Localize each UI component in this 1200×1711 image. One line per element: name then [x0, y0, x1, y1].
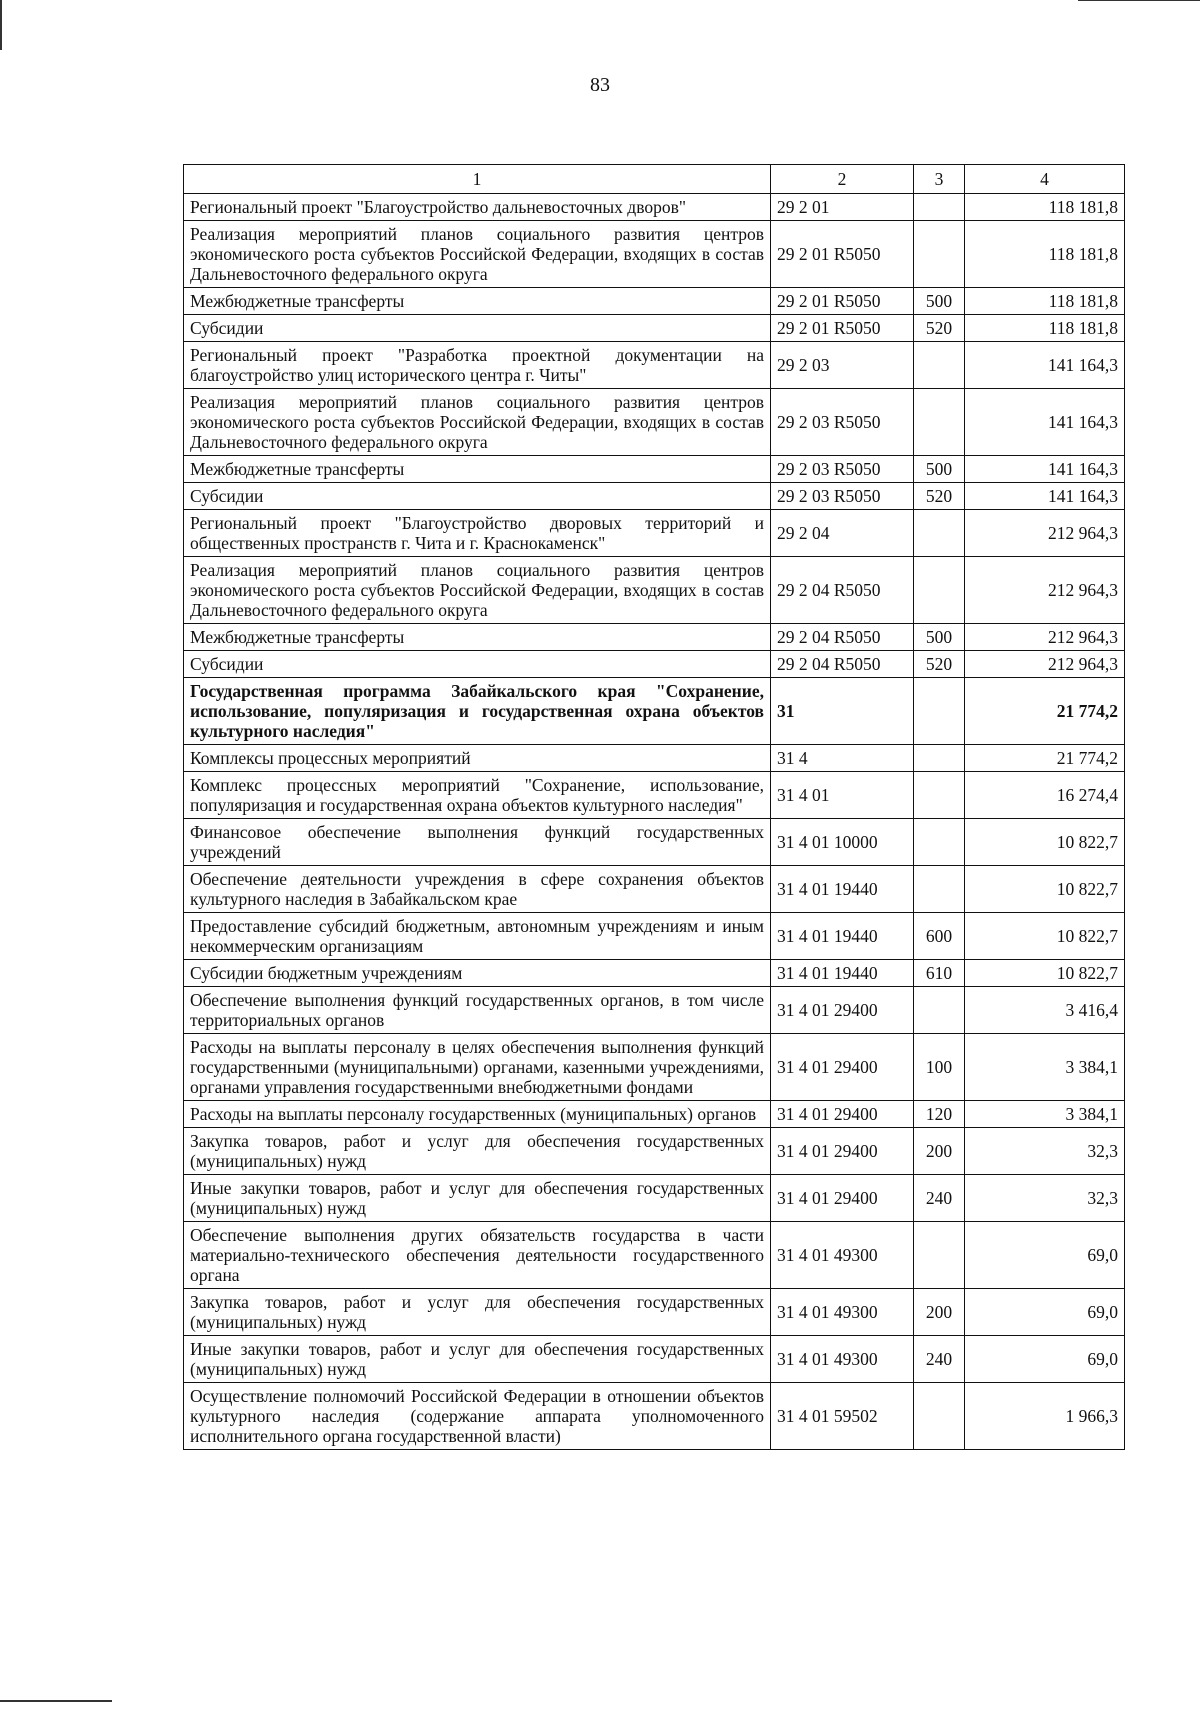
row-expense-type: 100 [914, 1034, 965, 1101]
row-code: 31 4 01 59502 [771, 1383, 914, 1450]
row-name: Расходы на выплаты персоналу в целях обеспечения выполнения функций государственными (муниципальными) органами, казенными учреждениями, органами управления государственными внебюджетными фондами [184, 1034, 771, 1101]
row-expense-type: 120 [914, 1101, 965, 1128]
table-row [184, 194, 1125, 221]
row-amount: 212 964,3 [965, 651, 1125, 678]
row-name: Реализация мероприятий планов социального развития центров экономического роста субъектов Российской Федерации, входящих в состав Дальневосточного федерального округа [184, 389, 771, 456]
row-expense-type: 500 [914, 624, 965, 651]
row-amount: 118 181,8 [965, 288, 1125, 315]
table-row [184, 960, 1125, 987]
row-name: Реализация мероприятий планов социального развития центров экономического роста субъектов Российской Федерации, входящих в состав Дальневосточного федерального округа [184, 557, 771, 624]
row-expense-type [914, 389, 965, 456]
row-expense-type [914, 987, 965, 1034]
row-expense-type: 240 [914, 1175, 965, 1222]
table-row [184, 1175, 1125, 1222]
header-col-2: 2 [771, 165, 914, 194]
row-name: Государственная программа Забайкальского края "Сохранение, использование, популяризация и государственная охрана объектов культурного наследия" [184, 678, 771, 745]
header-row [184, 165, 1125, 194]
row-code: 31 4 01 10000 [771, 819, 914, 866]
row-name: Региональный проект "Благоустройство дальневосточных дворов" [184, 194, 771, 221]
row-amount: 10 822,7 [965, 960, 1125, 987]
row-amount: 10 822,7 [965, 866, 1125, 913]
row-expense-type [914, 510, 965, 557]
scan-edge-bottom [0, 1700, 112, 1702]
table-row [184, 987, 1125, 1034]
table-row [184, 1128, 1125, 1175]
row-code: 31 4 01 29400 [771, 1101, 914, 1128]
table-row [184, 1034, 1125, 1101]
table-row [184, 1222, 1125, 1289]
row-name: Субсидии [184, 651, 771, 678]
row-name: Предоставление субсидий бюджетным, автономным учреждениям и иным некоммерческим организациям [184, 913, 771, 960]
table-row [184, 315, 1125, 342]
table-row [184, 1101, 1125, 1128]
table-row [184, 221, 1125, 288]
row-expense-type [914, 221, 965, 288]
row-name: Иные закупки товаров, работ и услуг для обеспечения государственных (муниципальных) нужд [184, 1175, 771, 1222]
table-row [184, 342, 1125, 389]
table-row [184, 678, 1125, 745]
row-amount: 141 164,3 [965, 389, 1125, 456]
table-row [184, 557, 1125, 624]
row-expense-type [914, 194, 965, 221]
row-amount: 141 164,3 [965, 483, 1125, 510]
budget-table [183, 164, 1125, 1450]
row-amount: 32,3 [965, 1175, 1125, 1222]
row-amount: 3 384,1 [965, 1101, 1125, 1128]
row-expense-type [914, 342, 965, 389]
row-expense-type [914, 745, 965, 772]
row-name: Обеспечение деятельности учреждения в сфере сохранения объектов культурного наследия в Забайкальском крае [184, 866, 771, 913]
table-row [184, 456, 1125, 483]
row-amount: 212 964,3 [965, 510, 1125, 557]
row-code: 31 4 01 49300 [771, 1289, 914, 1336]
row-code: 31 4 01 29400 [771, 1175, 914, 1222]
row-amount: 118 181,8 [965, 194, 1125, 221]
row-expense-type [914, 557, 965, 624]
row-expense-type [914, 1222, 965, 1289]
row-name: Субсидии [184, 315, 771, 342]
row-amount: 21 774,2 [965, 745, 1125, 772]
row-amount: 141 164,3 [965, 342, 1125, 389]
row-name: Региональный проект "Разработка проектной документации на благоустройство улиц исторического центра г. Читы" [184, 342, 771, 389]
row-amount: 3 384,1 [965, 1034, 1125, 1101]
row-code: 31 4 01 49300 [771, 1336, 914, 1383]
row-code: 31 4 01 19440 [771, 913, 914, 960]
row-expense-type [914, 1383, 965, 1450]
row-amount: 212 964,3 [965, 557, 1125, 624]
row-amount: 21 774,2 [965, 678, 1125, 745]
row-code: 29 2 04 [771, 510, 914, 557]
row-expense-type: 240 [914, 1336, 965, 1383]
row-amount: 69,0 [965, 1289, 1125, 1336]
row-name: Обеспечение выполнения других обязательств государства в части материально-технического обеспечения деятельности государственного органа [184, 1222, 771, 1289]
row-name: Межбюджетные трансферты [184, 288, 771, 315]
row-code: 29 2 01 R5050 [771, 288, 914, 315]
row-expense-type [914, 819, 965, 866]
row-amount: 3 416,4 [965, 987, 1125, 1034]
table-row [184, 913, 1125, 960]
row-code: 31 4 01 29400 [771, 1034, 914, 1101]
scan-edge-top [1078, 0, 1200, 4]
header-col-1: 1 [184, 165, 771, 194]
table-row [184, 1383, 1125, 1450]
row-name: Иные закупки товаров, работ и услуг для обеспечения государственных (муниципальных) нужд [184, 1336, 771, 1383]
row-code: 31 4 01 [771, 772, 914, 819]
row-amount: 10 822,7 [965, 913, 1125, 960]
row-code: 29 2 01 R5050 [771, 315, 914, 342]
row-expense-type: 600 [914, 913, 965, 960]
row-expense-type: 200 [914, 1128, 965, 1175]
row-code: 31 4 01 29400 [771, 1128, 914, 1175]
table-header [184, 165, 1125, 194]
row-expense-type: 520 [914, 315, 965, 342]
row-name: Комплекс процессных мероприятий "Сохранение, использование, популяризация и государственная охрана объектов культурного наследия" [184, 772, 771, 819]
row-code: 31 4 01 29400 [771, 987, 914, 1034]
table-row [184, 624, 1125, 651]
row-expense-type [914, 866, 965, 913]
row-amount: 69,0 [965, 1222, 1125, 1289]
row-name: Реализация мероприятий планов социального развития центров экономического роста субъектов Российской Федерации, входящих в состав Дальневосточного федерального округа [184, 221, 771, 288]
table-body [184, 194, 1125, 1450]
row-expense-type: 520 [914, 651, 965, 678]
table-row [184, 651, 1125, 678]
scan-edge-left [0, 0, 2, 50]
row-expense-type [914, 772, 965, 819]
table-row [184, 1289, 1125, 1336]
row-code: 31 4 01 49300 [771, 1222, 914, 1289]
row-name: Закупка товаров, работ и услуг для обеспечения государственных (муниципальных) нужд [184, 1289, 771, 1336]
table-row [184, 866, 1125, 913]
row-code: 29 2 04 R5050 [771, 651, 914, 678]
row-expense-type [914, 678, 965, 745]
row-code: 31 [771, 678, 914, 745]
header-col-4: 4 [965, 165, 1125, 194]
row-amount: 118 181,8 [965, 315, 1125, 342]
row-code: 29 2 03 R5050 [771, 456, 914, 483]
row-name: Региональный проект "Благоустройство дворовых территорий и общественных пространств г. Чита и г. Краснокаменск" [184, 510, 771, 557]
table-row [184, 745, 1125, 772]
row-code: 29 2 04 R5050 [771, 624, 914, 651]
row-name: Комплексы процессных мероприятий [184, 745, 771, 772]
row-expense-type: 200 [914, 1289, 965, 1336]
table-row [184, 389, 1125, 456]
row-name: Межбюджетные трансферты [184, 456, 771, 483]
row-code: 29 2 03 R5050 [771, 389, 914, 456]
row-expense-type: 610 [914, 960, 965, 987]
table-row [184, 1336, 1125, 1383]
row-amount: 212 964,3 [965, 624, 1125, 651]
table-row [184, 288, 1125, 315]
row-amount: 10 822,7 [965, 819, 1125, 866]
row-amount: 118 181,8 [965, 221, 1125, 288]
page-number: 83 [590, 74, 610, 96]
row-expense-type: 500 [914, 456, 965, 483]
row-name: Закупка товаров, работ и услуг для обеспечения государственных (муниципальных) нужд [184, 1128, 771, 1175]
row-name: Финансовое обеспечение выполнения функций государственных учреждений [184, 819, 771, 866]
row-code: 29 2 03 R5050 [771, 483, 914, 510]
row-code: 31 4 01 19440 [771, 866, 914, 913]
row-amount: 16 274,4 [965, 772, 1125, 819]
table-row [184, 819, 1125, 866]
row-code: 29 2 01 R5050 [771, 221, 914, 288]
table-row [184, 510, 1125, 557]
row-name: Осуществление полномочий Российской Федерации в отношении объектов культурного наследия (содержание аппарата уполномоченного исполнительного органа государственной власти) [184, 1383, 771, 1450]
row-name: Субсидии бюджетным учреждениям [184, 960, 771, 987]
row-code: 31 4 01 19440 [771, 960, 914, 987]
row-name: Расходы на выплаты персоналу государственных (муниципальных) органов [184, 1101, 771, 1128]
row-name: Межбюджетные трансферты [184, 624, 771, 651]
row-code: 29 2 01 [771, 194, 914, 221]
table-row [184, 772, 1125, 819]
row-name: Обеспечение выполнения функций государственных органов, в том числе территориальных органов [184, 987, 771, 1034]
table-row [184, 483, 1125, 510]
row-code: 31 4 [771, 745, 914, 772]
row-amount: 1 966,3 [965, 1383, 1125, 1450]
row-expense-type: 500 [914, 288, 965, 315]
row-code: 29 2 04 R5050 [771, 557, 914, 624]
row-expense-type: 520 [914, 483, 965, 510]
header-col-3: 3 [914, 165, 965, 194]
row-name: Субсидии [184, 483, 771, 510]
row-amount: 69,0 [965, 1336, 1125, 1383]
row-code: 29 2 03 [771, 342, 914, 389]
row-amount: 141 164,3 [965, 456, 1125, 483]
row-amount: 32,3 [965, 1128, 1125, 1175]
